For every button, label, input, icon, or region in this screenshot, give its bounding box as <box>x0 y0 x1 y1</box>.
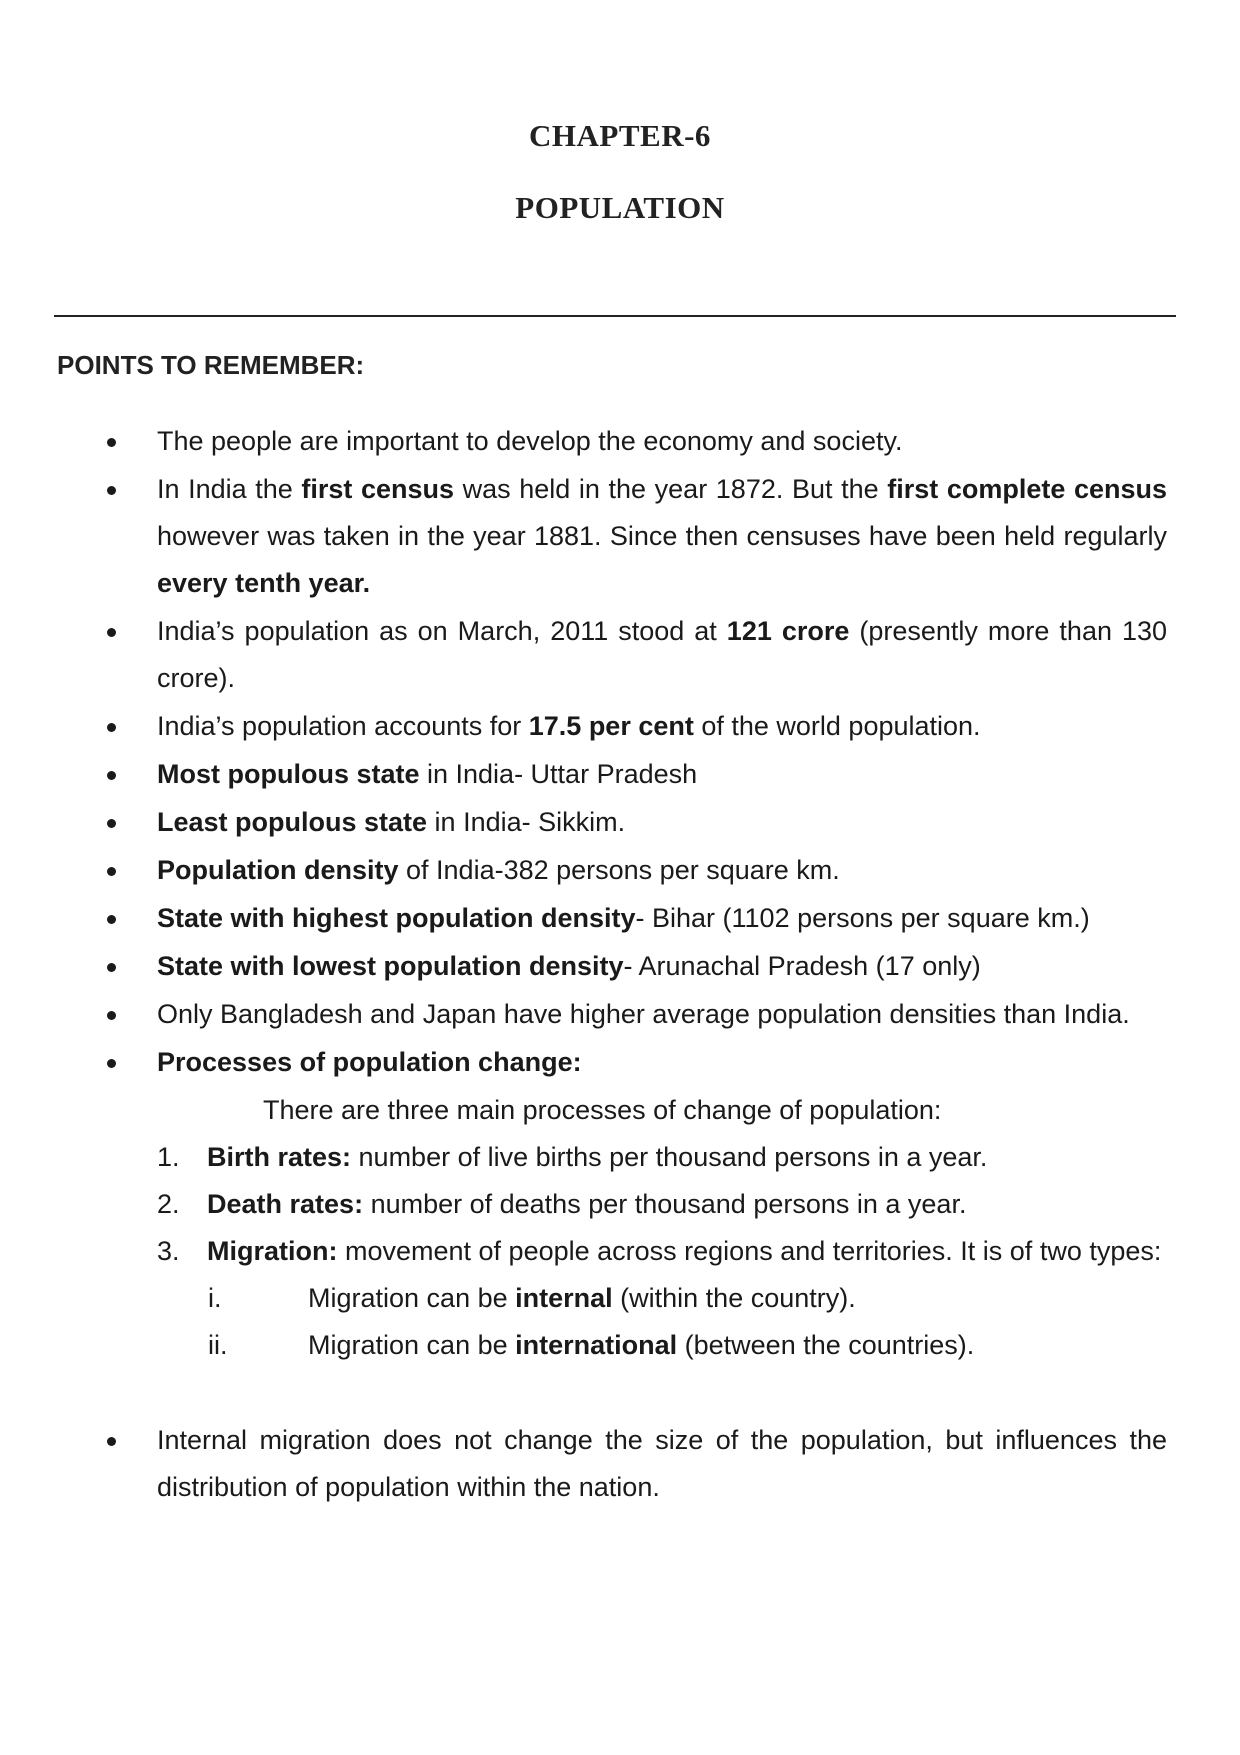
list-item: The people are important to develop the economy and society. <box>0 418 1167 465</box>
bullet-icon <box>107 1059 116 1068</box>
chapter-number: CHAPTER-6 <box>529 118 711 153</box>
numbered-item: 1. Birth rates: number of live births per thousand persons in a year. <box>157 1142 988 1172</box>
list-item: Internal migration does not change the size of the population, but influences the distribution of population within the nation. <box>0 1417 1167 1511</box>
roman-item: i. Migration can be internal (within the country). <box>208 1283 856 1313</box>
bullet-icon <box>107 1011 116 1020</box>
bullet-icon <box>107 819 116 828</box>
roman-item: ii. Migration can be international (between the countries). <box>208 1330 975 1360</box>
numbered-item: 2. Death rates: number of deaths per thousand persons in a year. <box>157 1189 967 1219</box>
bullet-icon <box>107 723 116 732</box>
bullet-icon <box>107 1437 116 1446</box>
list-item: Processes of population change: <box>0 1039 1167 1086</box>
list-item: Least populous state in India- Sikkim. <box>0 799 1167 846</box>
list-item: India’s population as on March, 2011 stood at 121 crore (presently more than 130 crore). <box>0 608 1167 702</box>
bullet-icon <box>107 915 116 924</box>
divider-line <box>54 315 1176 317</box>
bullet-icon <box>107 438 116 447</box>
bullet-icon <box>107 963 116 972</box>
chapter-title: POPULATION <box>515 190 725 225</box>
list-item: State with highest population density- Bihar (1102 persons per square km.) <box>0 895 1167 942</box>
list-item: Only Bangladesh and Japan have higher average population densities than India. <box>0 991 1167 1038</box>
spacer <box>0 1369 1240 1417</box>
section-heading: POINTS TO REMEMBER: <box>57 350 365 380</box>
bullet-icon <box>107 771 116 780</box>
bullet-icon <box>107 486 116 495</box>
list-item: Population density of India-382 persons per square km. <box>0 847 1167 894</box>
points-list <box>0 418 1240 1512</box>
processes-intro: There are three main processes of change of population: <box>263 1095 942 1125</box>
numbered-item: 3. Migration: movement of people across regions and territories. It is of two types: <box>157 1236 1162 1266</box>
list-item: In India the first census was held in the year 1872. But the first complete census however was taken in the year 1881. Since then censuses have been held regularly every tenth year. <box>0 466 1167 607</box>
bullet-icon <box>107 867 116 876</box>
list-item: Most populous state in India- Uttar Pradesh <box>0 751 1167 798</box>
list-item: India’s population accounts for 17.5 per cent of the world population. <box>0 703 1167 750</box>
list-item: State with lowest population density- Arunachal Pradesh (17 only) <box>0 943 1167 990</box>
bullet-icon <box>107 628 116 637</box>
